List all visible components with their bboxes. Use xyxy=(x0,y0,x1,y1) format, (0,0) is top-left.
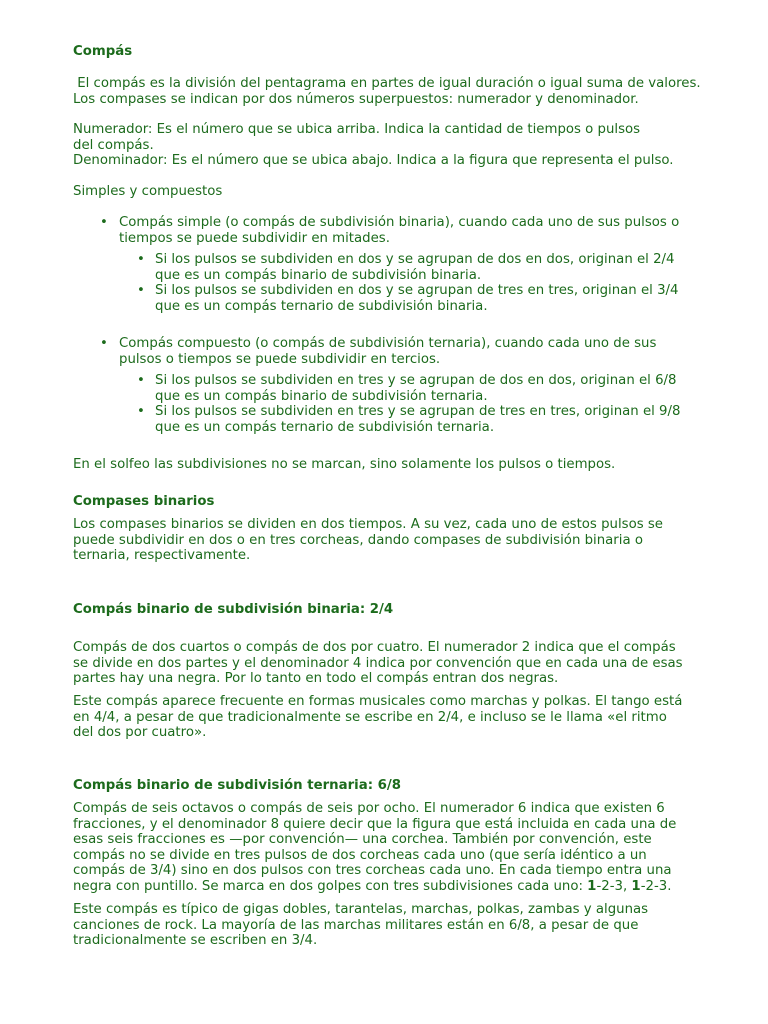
solfeo-paragraph xyxy=(73,457,703,473)
bullet-icon: • xyxy=(137,373,145,388)
sub-list xyxy=(119,252,703,314)
bullet-list-compuesto xyxy=(73,336,703,435)
intro-line-1: El compás es la división del pentagrama en partes de igual duración o igual suma de valores. xyxy=(73,76,701,91)
sub-list-item-text: Si los pulsos se subdividen en dos y se agrupan de tres en tres, originan el 3/4 que es un compás ternario de subdivisión binaria. xyxy=(155,283,679,314)
seis-ocho-paragraph-1 xyxy=(73,801,703,894)
beat-rest: -2-3, xyxy=(596,878,632,894)
solfeo-text: En el solfeo las subdivisiones no se marcan, sino solamente los pulsos o tiempos. xyxy=(73,457,616,472)
list-item-text: Compás compuesto (o compás de subdivisión ternaria), cuando cada uno de sus pulsos o tiempos se puede subdividir en tercios. xyxy=(119,336,657,367)
section-compas xyxy=(73,44,703,60)
dos-cuatro-text-1: Compás de dos cuartos o compás de dos por cuatro. El numerador 2 indica que el compás se divide en dos partes y el denominador 4 indica por convención que en cada una de esas partes hay una negra. Por lo tanto en todo el compás entran dos negras. xyxy=(73,640,683,686)
list-item xyxy=(73,215,703,314)
bullet-list-simple xyxy=(73,215,703,314)
section-seis-ocho xyxy=(73,778,703,794)
simples-compuestos-label xyxy=(73,184,703,200)
sub-list-item xyxy=(119,404,703,435)
bullet-icon: • xyxy=(137,404,145,419)
bullet-list xyxy=(73,215,703,314)
seis-ocho-text-2: Este compás es típico de gigas dobles, tarantelas, marchas, polkas, zambas y algunas canciones de rock. La mayoría de las marchas militares están en 6/8, a pesar de que tradicionalmente se escriben en 3/4. xyxy=(73,902,649,948)
bullet-icon: • xyxy=(137,252,145,267)
heading-compas: Compás xyxy=(73,44,133,59)
numerador-denominador xyxy=(73,122,703,169)
bullet-list xyxy=(73,336,703,435)
beat-strong: 1 xyxy=(587,878,597,894)
seis-ocho-paragraph-2 xyxy=(73,902,703,949)
beat-strong: 1 xyxy=(631,878,641,894)
simples-title: Simples y compuestos xyxy=(73,184,223,199)
section-compases-binarios xyxy=(73,494,703,510)
intro-line-2: Los compases se indican por dos números superpuestos: numerador y denominador. xyxy=(73,91,639,107)
dos-cuatro-paragraph-1 xyxy=(73,640,703,687)
beat-rest: -2-3. xyxy=(640,878,672,894)
seis-ocho-text-body: Compás de seis octavos o compás de seis por ocho. El numerador 6 indica que existen 6 fracciones, y el denominador 8 quiere decir que la figura que está incluida en cada una de esas seis fracciones es —por convención— una corchea. También por convención, este compás no se divide en tres pulsos de dos corcheas cada uno (que sería idéntico a un compás de 3/4) sino en dos pulsos con tres corcheas cada uno. En cada tiempo entra una negra con puntillo. Se marca en dos golpes con tres subdivisiones cada uno: xyxy=(73,801,677,894)
list-item xyxy=(73,336,703,435)
sub-list-item-text: Si los pulsos se subdividen en tres y se agrupan de tres en tres, originan el 9/8 que es un compás ternario de subdivisión ternaria. xyxy=(155,404,681,435)
binarios-text: Los compases binarios se dividen en dos tiempos. A su vez, cada uno de estos pulsos se puede subdividir en dos o en tres corcheas, dando compases de subdivisión binaria o ternaria, respectivamente. xyxy=(73,517,663,563)
sub-list xyxy=(119,373,703,435)
numerador-text: Numerador: Es el número que se ubica arriba. Indica la cantidad de tiempos o pulsos del compás. xyxy=(73,122,641,153)
list-item-text: Compás simple (o compás de subdivisión binaria), cuando cada uno de sus pulsos o tiempos se puede subdividir en mitades. xyxy=(119,215,680,246)
dos-cuatro-text-2: Este compás aparece frecuente en formas musicales como marchas y polkas. El tango está en 4/4, a pesar de que tradicionalmente se escribe en 2/4, e incluso se le llama «el ritmo del dos por cuatro». xyxy=(73,694,683,740)
sub-list-item-text: Si los pulsos se subdividen en tres y se agrupan de dos en dos, originan el 6/8 que es un compás binario de subdivisión ternaria. xyxy=(155,373,677,404)
heading-compases-binarios: Compases binarios xyxy=(73,494,215,509)
denominador-text: Denominador: Es el número que se ubica abajo. Indica a la figura que representa el pulso. xyxy=(73,153,674,168)
seis-ocho-text-1 xyxy=(73,801,701,894)
heading-dos-cuatro: Compás binario de subdivisión binaria: 2/4 xyxy=(73,602,394,617)
dos-cuatro-paragraph-2 xyxy=(73,694,703,741)
bullet-icon: • xyxy=(137,283,145,298)
sub-list-item xyxy=(119,283,703,314)
sub-list-item xyxy=(119,252,703,283)
binarios-paragraph xyxy=(73,517,703,564)
heading-seis-ocho: Compás binario de subdivisión ternaria: 6/8 xyxy=(73,778,402,793)
sub-list-item xyxy=(119,373,703,404)
sub-list-item-text: Si los pulsos se subdividen en dos y se agrupan de dos en dos, originan el 2/4 que es un compás binario de subdivisión binaria. xyxy=(155,252,675,283)
intro-paragraph xyxy=(73,76,703,107)
bullet-icon: • xyxy=(100,336,108,351)
bullet-icon: • xyxy=(100,215,108,230)
section-dos-cuatro xyxy=(73,602,703,618)
